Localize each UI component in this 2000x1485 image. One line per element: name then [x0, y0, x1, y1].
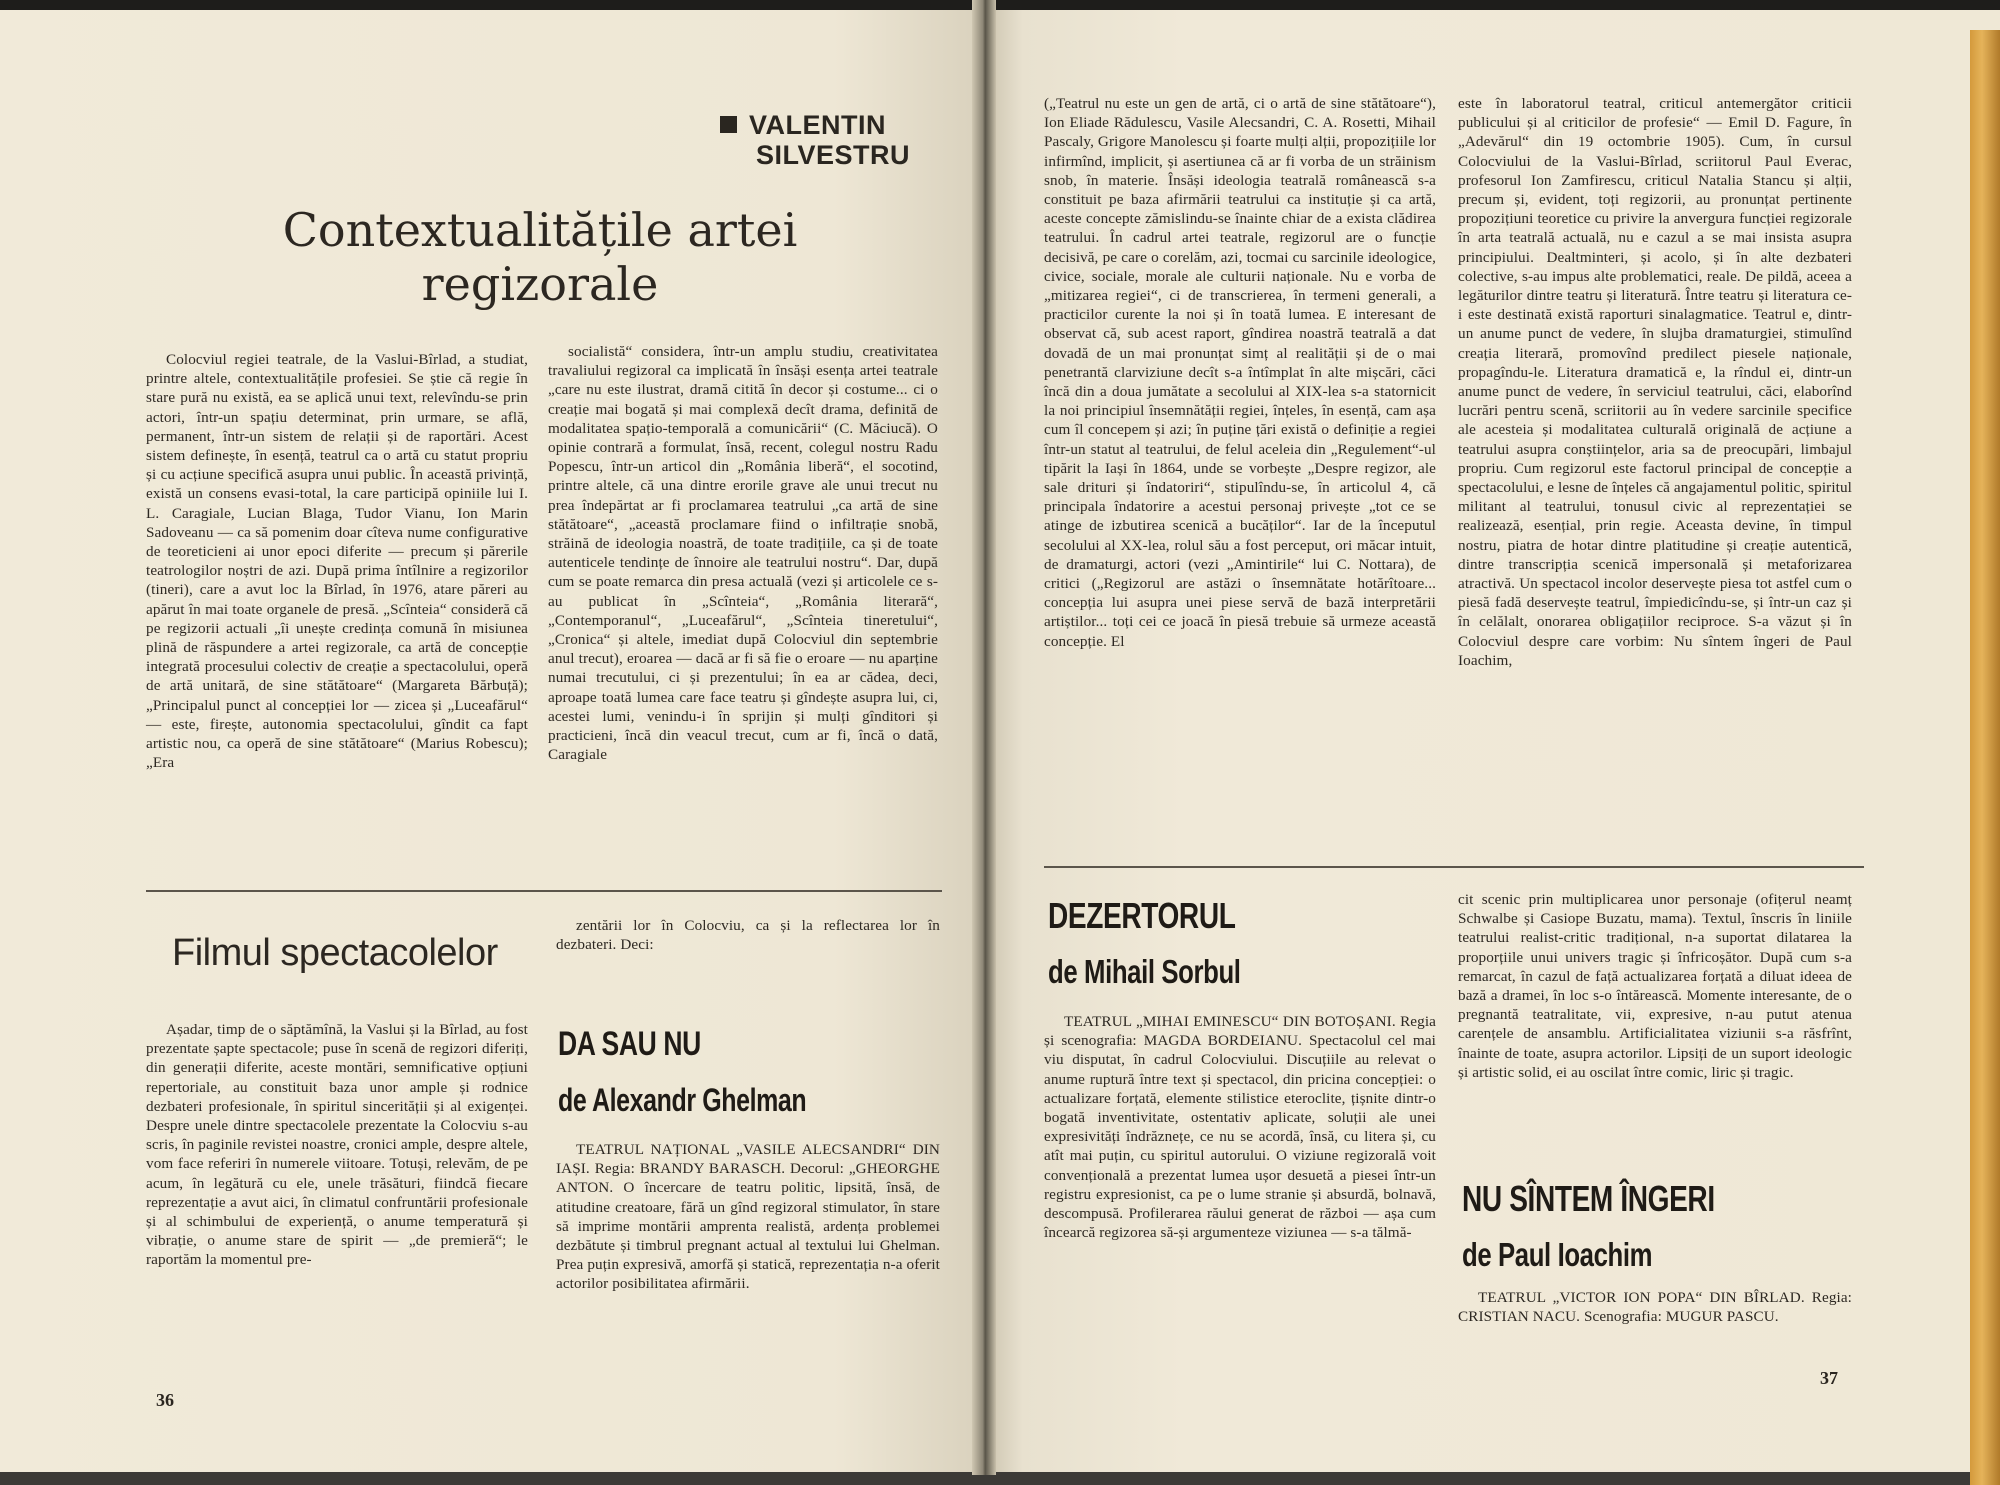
play-review-dezertorul-cont-text: cit scenic prin multiplicarea unor personaje (ofițerul neamț Schwalbe și Casiope Buzatu, mama). Textul, înscris în liniile teatrului realist-critic tradițional, n-a suportat dilatarea la proporțiile unui univers tragic și înfricoșător. După cum s-a remarcat, în cazul de față actualizarea forțată a diluat ideea de bază a dramei, în loc s-o întărească. Momente interesante, de o pregnantă teatralitate, vii, expresive, n-au putut atenua carențele de ansamblu. Artificialitatea viziunii s-a răsfrînt, înainte de toate, asupra actorilor. Lipsiți de un suport ideologic și artistic solid, ei au oscilat între comic, liric și tragic.: [1458, 891, 1852, 1081]
play-review-dezertorul-cont: [1458, 890, 1852, 1081]
play-title-da-sau-nu: DA SAU NU: [558, 1025, 701, 1063]
article-title: [280, 203, 800, 311]
article-column-1: [146, 350, 528, 878]
article-title-line-1: Contextualitățile artei: [282, 203, 798, 257]
article-col-1-text: Colocviul regiei teatrale, de la Vaslui-Bîrlad, a studiat, printre altele, contextualitățile profesiei. Se știe că regie în stare pură nu există, ea se aplică unui text, relevîndu-se prin actori, într-un spațiu determinat, prin urmare, se află, permanent, într-un sistem de relații și de raportări. Acest sistem definește, în esență, teatrul ca o artă cu statut propriu și cu acțiune specifică asupra unui public. În această privință, există un consens evasi-total, la care participă opiniile lui I. L. Caragiale, Lucian Blaga, Tudor Vianu, Ion Marin Sadoveanu — ca să pomenim doar cîteva nume configurative de teoreticieni ai unor epoci diferite — precum și părerile teatrologilor noștri de azi. După prima întîlnire a regizorilor (tineri), care a avut loc la Bîrlad, în 1976, atare păreri au apărut în mai toate organele de presă. „Scînteia“ consideră că pe regizorii actuali „îi unește credința comună în misiunea plină de răspundere a artei regizorale, ca artă de concepție integrată procesului colectiv de creație a spectacolului, operă de artă unitară, de sine stătătoare“ (Margareta Bărbuță); „Principalul punct al concepției lor — zicea și „Luceafărul“ — este, firește, autonomia spectacolului, gîndit ca fapt artistic nou, ca operă de sine stătătoare“ (Marius Robescu); „Era: [146, 351, 528, 772]
right-page: [982, 10, 2000, 1472]
page-edge-strip: [1970, 30, 2000, 1485]
play-review-da-sau-nu-text: TEATRUL NAȚIONAL „VASILE ALECSANDRI“ DIN IAȘI. Regia: BRANDY BARASCH. Decorul: „GHEORGHE ANTON. O încercare de teatru politic, lipsită, însă, de atitudine creatoare, fără un gînd regizoral stimulator, în stare să imprime montării amprenta realistă, ardența problemei dezbătute și timbrul pregnant actual al textului lui Ghelman. Prea puțin expresivă, amorfă și statică, reprezentația n-a oferit actorilor posibilitatea afirmării.: [556, 1141, 940, 1293]
play-title-nu-sintem-ingeri: NU SÎNTEM ÎNGERI: [1462, 1178, 1715, 1219]
article-column-2: [548, 342, 938, 870]
article-author: [720, 110, 960, 170]
film-column-1: [146, 1020, 528, 1366]
play-review-da-sau-nu: [556, 1140, 940, 1366]
left-page: [0, 10, 982, 1472]
book-gutter: [972, 0, 996, 1475]
author-last-name: SILVESTRU: [756, 140, 911, 170]
section-divider-right: [1044, 866, 1864, 868]
author-first-name: VALENTIN: [749, 110, 886, 140]
page-number-right: 37: [1820, 1368, 1838, 1388]
play-review-dezertorul: [1044, 1012, 1436, 1362]
article-column-3: [1044, 94, 1436, 842]
article-column-4: [1458, 94, 1852, 842]
article-col-2-text: socialistă“ considera, într-un amplu studiu, creativitatea travaliului regizoral ca implicată în însăși esența artei teatrale „care nu este ilustrat, dramă citită în decor și costume... ci o creație mai bogată și mai complexă decît drama, definită de modalitatea spațio-temporală a comunicării“ (C. Măciucă). O opinie contrară a formulat, însă, recent, colegul nostru Radu Popescu, într-un articol din „România liberă“, el socotind, printre altele, că una dintre erorile grave ale unui trecut nu prea îndepărtat ar fi proclamarea teatrului „ca artă de sine stătătoare“, „această proclamare fiind o infiltrație snobă, străină de ideologia noastră, de toate tradițiile, ca și de toate autenticele tendințe de înnoire ale teatrului nostru“. Dar, după cum se poate remarca din presa actuală (vezi și articolele ce s-au publicat în „Scînteia“, „România literară“, „Contemporanul“, „Luceafărul“, „Scînteia tineretului“, „Cronica“ și altele, imediat după Colocviul din septembrie anul trecut), eroarea — dacă ar fi să fie o eroare — nu aparține numai trecutului, ci și prezentului; în ea ar cădea, deci, aproape toată lumea care face teatru și gîndește asupra lui, ci, acestei lumi, venindu-i în sprijin și mulți gînditori și practicieni, încă din veacul trecut, cum ar fi, încă o dată, Caragiale: [548, 343, 938, 764]
film-col-1-text: Așadar, timp de o săptămînă, la Vaslui și la Bîrlad, au fost prezentate șapte spectacole; puse în scenă de regizori diferiți, din generații diferite, aceste montări, semnificative opțiuni repertoriale, au constituit baza unor ample și rodnice dezbateri profesionale, în spiritul sincerității și al exigenței. Despre unele dintre spectacolele prezentate la Colocviu s-au scris, în paginile revistei noastre, cronici ample, despre altele, vom face referiri în numerele viitoare. Totuși, relevăm, de pe acum, în legătură cu ele, unele trăsături, fiindcă fiecare reprezentație a avut aici, în climatul confruntării profesionale și al schimbului de experiență, o anume temperatură și vibrație, o anume stare de spirit — „de premieră“; le raportăm la momentul pre-: [146, 1021, 528, 1269]
play-review-nu-sintem-ingeri: [1458, 1288, 1852, 1326]
article-col-4-text: este în laboratorul teatral, criticul antemergător criticii publicului și al criticilor de profesie“ — Emil D. Fagure, în „Adevărul“ din 19 octombrie 1905). Cum, în cursul Colocviului de la Vaslui-Bîrlad, scriitorul Paul Everac, profesorul Ion Zamfirescu, criticul Natalia Stancu și alții, precum și, evident, toți regizorii, au pronunțat pertinente propozițiuni teoretice cu privire la anvergura funcției regizorale în arta teatrală actuală, nu e cazul a se mai insista asupra principiului. Dealtminteri, și acolo, și în alte dezbateri colective, s-au impus alte problematici, reale. De pildă, aceea a legăturilor dintre teatru și literatură. Între teatru și literatura ce-i este destinată există raporturi sinalagmatice. Teatrul e, dintr-un anume punct de vedere, în slujba dramaturgiei, stimulînd creația literară, promovînd predilect piesele naționale, propagîndu-le. Literatura dramatică e, la rîndul ei, dintr-un anume punct de vedere, în serviciul teatrului, căci, elaborînd lucrări pentru scenă, scriitorii au în vedere sarcinile specifice ale acesteia și modalitatea culturală originală de acțiune a teatrului asupra conștiințelor, aria sa de preocupări, limbajul propriu. Cum regizorul este factorul principal de concepție a spectacolului, e lesne de înțeles că angajamentul politic, spiritul militant al teatrului, tonusul civic al reprezentației se realizează, esențial, prin regie. Aceasta devine, în timpul nostru, piatra de hotar dintre platitudine și creație autentică, dintre transcripția scenică impersonală și metaforizarea atractivă. Un spectacol incolor deservește piesa tot astfel cum o piesă fadă deservește teatrul, împiedicîndu-se, și într-un caz și în celălalt, onorarea obligațiilor reciproce. S-a văzut și în Colocviul despre care vorbim: Nu sîntem îngeri de Paul Ioachim,: [1458, 95, 1852, 669]
play-title-dezertorul: DEZERTORUL: [1048, 895, 1236, 936]
square-bullet-icon: [720, 116, 737, 133]
page-number-left: 36: [156, 1390, 174, 1410]
article-col-3-text: („Teatrul nu este un gen de artă, ci o artă de sine stătătoare“), Ion Eliade Rădulescu, Vasile Alecsandri, C. A. Rosetti, Mihail Pascaly, Grigore Manolescu și foarte mulți alții, propozițiile lor infirmînd, implicit, și asertiunea că ar fi vorba de un străinism snob, în materie. Însăși ideologia teatrală românească s-a constituit pe baza afirmării teatrului ca instituție și ca artă, aceste concepte zămislindu-se înainte chiar de a exista clădirea teatrului. În cadrul artei teatrale, regizorul are o funcție decisivă, pe care o corelăm, azi, tocmai cu sarcinile ideologice, civice, sociale, morale ale culturii naționale. Nu e vorba de „mitizarea regiei“, ci de transcrierea, în termeni generali, a practicilor curente la noi și în toată lumea. E interesant de observat că, sub acest raport, gîndirea noastră teatrală a dat dovadă de un mai pronunțat simț al realității și de o mai penetrantă clarviziune decît s-a întîmplat în alte mișcări, căci încă din a doua jumătate a secolului al XIX-lea s-a statornicit la noi principiul însemnătății regiei, înțeles, în esență, cam așa cum îl concepem și azi; în puține țări există o definiție a regiei într-un statut al teatrului, de felul aceleia din „Regulement“-ul tipărit la Iași în 1864, unde se vorbește „Despre regizor, ale sale drituri și îndatoriri“, stipulîndu-se, în articolul 4, că principala îndatorire a acestui personaj privește „tot ce se atinge de izbutirea scenică a bucăților“. Iar de la începutul secolului al XX-lea, rolul său a fost perceput, ori măcar intuit, de dramaturgi, actori (vezi „Amintirile“ lui C. Nottara), de critici („Regizorul are astăzi o însemnătate hotărîtoare... concepția lui asupra unei piese servă de bază interpretării artiștilor... toți cei ce joacă în piesă trebuie să urmeze această concepție. El: [1044, 95, 1436, 650]
play-author-ghelman: de Alexandr Ghelman: [558, 1082, 807, 1118]
play-author-sorbul: de Mihail Sorbul: [1048, 953, 1241, 990]
section-title: Filmul spectacolelor: [172, 932, 498, 974]
play-review-dezertorul-text: TEATRUL „MIHAI EMINESCU“ DIN BOTOȘANI. Regia și scenografia: MAGDA BORDEIANU. Spectacolul cel mai viu disputat, în cadrul Colocviului. Discuțiile au relevat o anume ruptură între text și spectacol, din pricina concepției: o actualizare forțată, elemente stilistice eteroclite, țișnite dintr-o bogată inventivitate, ostentativ aplicate, soluții ale unei expresivități îndrăznețe, ce nu se acordă, însă, cu litera și, cu atît mai puțin, cu spiritul autorului. O viziune regizorală voit convențională a prezentat lumea ușor desuetă a piesei într-un registru expresionist, ca pe o lume stranie și absurdă, bolnavă, descompusă. Profilerarea răului generat de război — așa cum încearcă regizorea să-și argumenteze viziunea — s-a tălmă-: [1044, 1013, 1436, 1242]
film-column-2: [556, 916, 940, 954]
film-col-2-text: zentării lor în Colocviu, ca și la reflectarea lor în dezbateri. Deci:: [556, 917, 940, 954]
section-divider: [146, 890, 942, 892]
play-author-ioachim: de Paul Ioachim: [1462, 1236, 1653, 1273]
article-title-line-2: regizorale: [421, 257, 659, 311]
play-review-nu-sintem-ingeri-text: TEATRUL „VICTOR ION POPA“ DIN BÎRLAD. Regia: CRISTIAN NACU. Scenografia: MUGUR PASCU.: [1458, 1289, 1852, 1326]
